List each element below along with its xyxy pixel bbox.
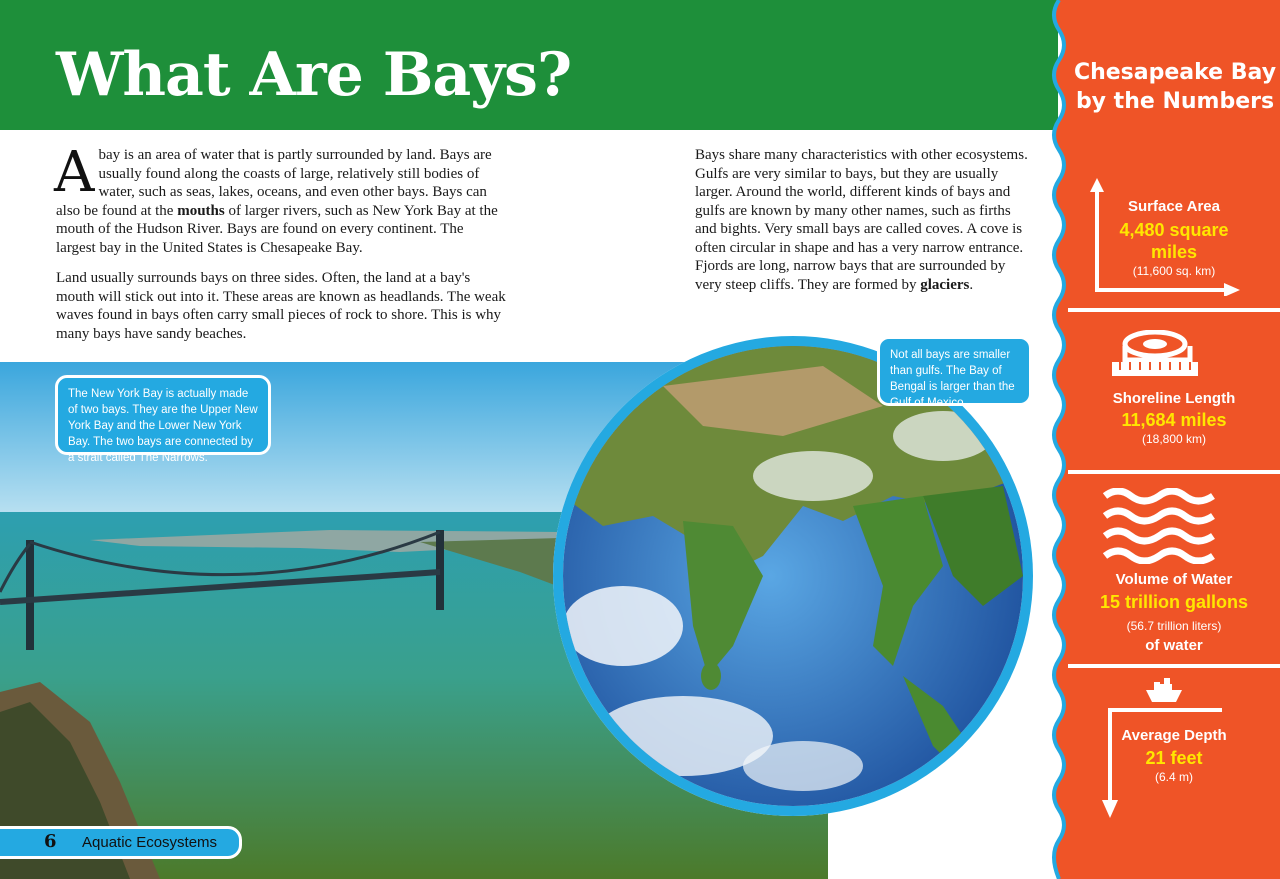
section-label-left: Aquatic Ecosystems (82, 834, 218, 851)
stat-label: Volume of Water (1115, 571, 1233, 588)
stat-label: Average Depth (1121, 727, 1227, 744)
sidebar-divider (1068, 308, 1280, 312)
paragraph (695, 146, 1035, 294)
waves-icon (1103, 488, 1215, 564)
paragraph (54, 140, 506, 257)
stat-value: 4,480 square miles (1119, 220, 1229, 262)
body-column-right (695, 146, 1035, 306)
paragraph-text: of larger rivers, such as New York Bay at the mouth of the Hudson River. Bays are found on every continent. The largest bay in the United States is Chesapeake Bay. (56, 202, 498, 256)
sidebar-title: Chesapeake Bay by the Numbers (1073, 60, 1277, 114)
stat-label: Shoreline Length (1112, 390, 1236, 407)
stat-note: (6.4 m) (1154, 770, 1193, 784)
stat-value: 11,684 miles (1121, 410, 1227, 430)
drop-cap: A (54, 140, 95, 205)
stat-value: 21 feet (1145, 748, 1203, 768)
paragraph-text: . (969, 276, 974, 293)
glossary-term-glaciers: glaciers (920, 276, 970, 293)
page-number-left: 6 (44, 831, 57, 852)
body-column-left (54, 140, 506, 355)
sidebar-wavy-edge (1045, 0, 1069, 879)
stat-note: (11,600 sq. km) (1132, 264, 1216, 278)
paragraph-text: Bays share many characteristics with other ecosystems. Gulfs are very similar to bays, but they are usually larger. Around the world, different kinds of bays and gulfs are known by many other names, such as firths and bights. Very small bays are called coves. A cove is often circular in shape and has a very narrow entrance. Fjords are long, narrow bays that are surrounded by very steep cliffs. They are formed by (695, 147, 1028, 293)
stat-note: (56.7 trillion liters) (1126, 619, 1222, 633)
stat-value: 15 trillion gallons (1099, 592, 1249, 612)
glossary-term-mouths: mouths (177, 202, 225, 219)
tape-measure-icon (1110, 330, 1200, 382)
globe-photo-bay-of-bengal (563, 346, 1023, 806)
paragraph-text: bay is an area of water that is partly surrounded by land. Bays are usually found along the coasts of large, relatively still bodies of water, such as seas, lakes, oceans, and even other bays. Bays can also be found at the (56, 147, 492, 219)
callout-new-york-bay: The New York Bay is actually made of two bays. They are the Upper New York Bay and the Lower New York Bay. The two bays are connected by a strait called The Narrows. (55, 375, 271, 455)
stat-note-secondary: of water (1145, 637, 1203, 654)
sidebar-divider (1068, 664, 1280, 668)
paragraph: Land usually surrounds bays on three sides. Often, the land at a bay's mouth will stick out into it. These areas are known as headlands. The weak waves found in bays often carry small pieces of rock to shore. This is why many bays have sandy beaches. (56, 270, 506, 342)
page-title: What Are Bays? (56, 40, 572, 110)
stat-note: (18,800 km) (1141, 432, 1207, 446)
sidebar-divider (1068, 470, 1280, 474)
stat-label: Surface Area (1128, 198, 1220, 215)
callout-bay-of-bengal: Not all bays are smaller than gulfs. The Bay of Bengal is larger than the Gulf of Mexico. (877, 336, 1032, 406)
